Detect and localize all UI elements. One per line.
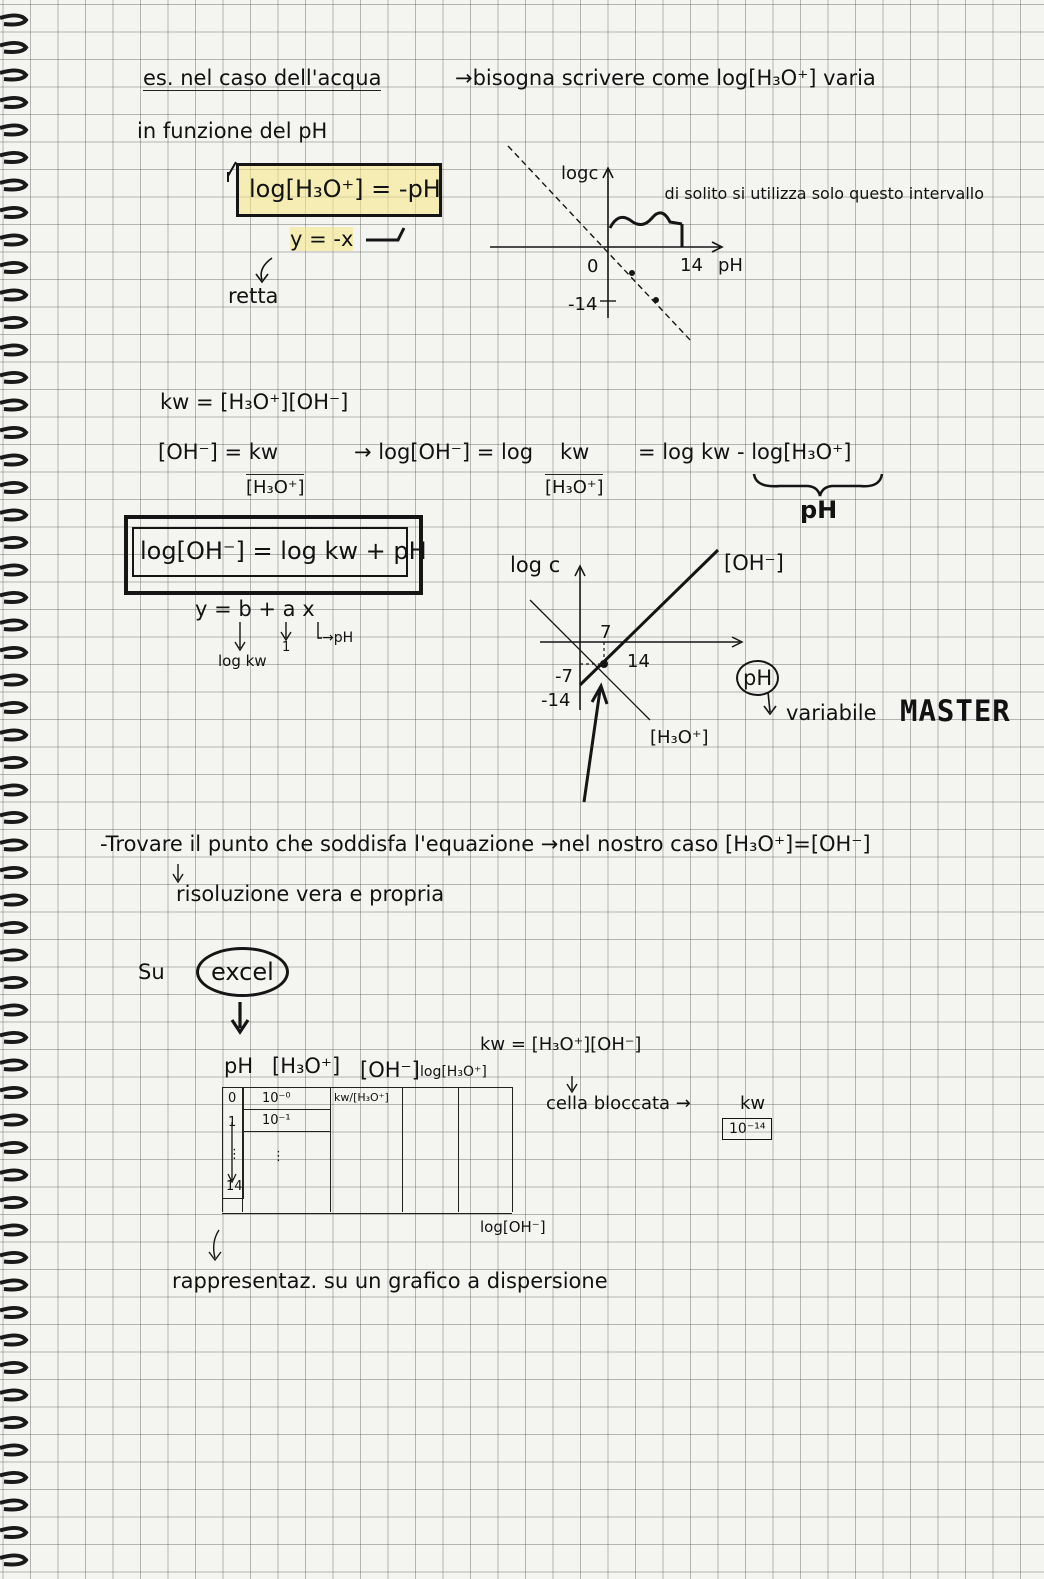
table-header-oh: [OH⁻] [360,1058,420,1082]
table-footer-log-oh: log[OH⁻] [480,1218,546,1236]
graph1-xlabel: pH [718,255,743,276]
table-ph-1: 1 [228,1115,237,1130]
graph1-x-tick: 14 [680,255,703,276]
graph1-y-tick: -14 [568,294,598,315]
table-ph-dots: ⋮ [228,1147,241,1162]
intro-text-line2: in funzione del pH [137,119,328,143]
table-ph-14: 14 [226,1179,243,1194]
ph-brace-label: pH [800,496,838,524]
graph2-tick-minus14: -14 [541,690,571,711]
intro-text-right: →bisogna scrivere come log[H₃O⁺] varia [455,66,876,90]
table-header-log-h3o: log[H₃O⁺] [420,1064,487,1080]
table-header-h3o: [H₃O⁺] [272,1054,341,1078]
graph2-tick-minus7: -7 [555,666,573,687]
log-oh-den: [H₃O⁺] [545,474,603,498]
label-excel-circled: excel [196,947,289,997]
boxed-equation-2-text: log[OH⁻] = log kw + pH [140,537,427,565]
rappresentaz-arrow [205,1228,229,1268]
graph1-ylabel: logc [561,163,599,184]
cella-bloccata-num: kw [740,1093,766,1114]
table-h3o-0: 10⁻⁰ [262,1091,291,1106]
oh-fraction-numerator: [OH⁻] = kw [158,440,279,464]
table-oh-formula: kw/[H₃O⁺] [334,1091,389,1104]
label-variabile: variabile [786,701,877,725]
graph2-line-h3o-label: [H₃O⁺] [650,727,709,748]
label-master: MASTER [900,694,1011,728]
table-h3o-dots: ⋮ [272,1149,285,1164]
cella-bloccata-text: cella bloccata → [546,1093,691,1114]
boxed-equation-1-text: log[H₃O⁺] = -pH [249,175,441,203]
label-one: 1 [282,640,291,655]
graph1-annotation: di solito si utilizza solo questo intervallo [664,184,984,203]
rappresentaz-text: rappresentaz. su un grafico a dispersione [172,1269,608,1293]
graph2-line-oh-label: [OH⁻] [724,551,784,575]
label-logkw: log kw [218,652,267,670]
log-oh-expression: → log[OH⁻] = log [354,440,534,464]
table-ph-arrow [226,1120,240,1190]
graph2-tick-7: 7 [600,622,612,643]
cella-bloccata-den: 10⁻¹⁴ [722,1118,772,1140]
equation-y-minus-x: y = -x [290,227,354,251]
excel-arrow [228,1000,258,1040]
label-retta: retta [228,284,279,308]
label-su: Su [138,960,165,984]
intro-text-left: es. nel caso dell'acqua [143,66,382,90]
oh-fraction-denominator: [H₃O⁺] [246,474,304,498]
graph1-origin: 0 [587,256,599,277]
graph2-circled-ph: pH [736,660,779,696]
trovare-text: -Trovare il punto che soddisfa l'equazione →nel nostro caso [H₃O⁺]=[OH⁻] [100,832,871,856]
linear-form: y = b + a x [195,597,315,621]
log-expansion: = log kw - log[H₃O⁺] [638,440,852,464]
label-ph-arrow: →pH [322,630,354,646]
table-header-ph: pH [224,1054,254,1078]
kw-definition: kw = [H₃O⁺][OH⁻] [160,390,349,414]
kw-cell-formula: kw = [H₃O⁺][OH⁻] [480,1034,642,1055]
risoluzione-text: risoluzione vera e propria [176,882,445,906]
table-h3o-1: 10⁻¹ [262,1113,291,1128]
table-ph-0: 0 [228,1091,237,1106]
log-oh-kw: kw [560,440,590,464]
graph2-ylabel: log c [510,553,561,577]
graph2-pointer-arrow [584,686,607,802]
excel-table [222,1087,512,1212]
graph2-tick-14: 14 [627,651,650,672]
